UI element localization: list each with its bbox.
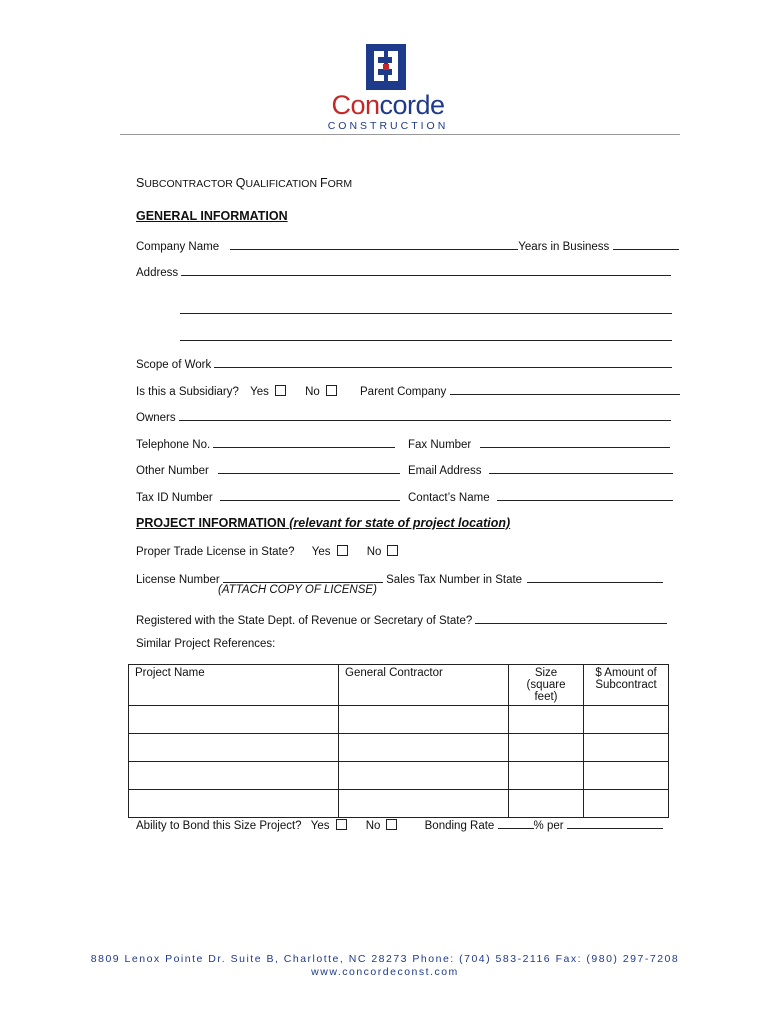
general-info-heading: GENERAL INFORMATION: [136, 209, 288, 223]
tax-id-field[interactable]: [220, 489, 400, 501]
company-name-field[interactable]: [230, 238, 518, 250]
table-cell[interactable]: [509, 790, 584, 818]
license-number-field[interactable]: [223, 571, 383, 583]
parent-company-label: Parent Company: [360, 386, 447, 398]
table-cell[interactable]: [584, 762, 669, 790]
bond-no-checkbox[interactable]: [386, 819, 397, 830]
subsidiary-yes-checkbox[interactable]: [275, 385, 286, 396]
table-cell[interactable]: [129, 706, 339, 734]
owners-row: [136, 409, 671, 424]
table-cell[interactable]: [584, 706, 669, 734]
table-cell[interactable]: [584, 790, 669, 818]
registered-field[interactable]: [475, 612, 667, 624]
form-title: SUBCONTRACTOR QUALIFICATION FORM: [136, 176, 353, 190]
bond-question-label: Ability to Bond this Size Project?: [136, 820, 302, 832]
registered-label: Registered with the State Dept. of Revenue or Secretary of State?: [136, 615, 473, 627]
email-label: Email Address: [408, 465, 482, 477]
table-cell[interactable]: [339, 790, 509, 818]
email-field[interactable]: [489, 462, 673, 474]
license-question-label: Proper Trade License in State?: [136, 546, 295, 558]
contact-field[interactable]: [497, 489, 673, 501]
concorde-emblem-icon: [366, 44, 406, 90]
footer-website[interactable]: www.concordeconst.com: [311, 966, 459, 978]
subsidiary-label: Is this a Subsidiary?: [136, 386, 239, 398]
address-field-2[interactable]: [180, 302, 672, 314]
address-row: [136, 264, 671, 279]
project-info-heading: PROJECT INFORMATION (relevant for state of project location): [136, 516, 511, 530]
years-in-business-label: Years in Business: [518, 241, 610, 253]
bond-row: [136, 817, 663, 832]
bond-yes-label: Yes: [310, 820, 330, 832]
bonding-per-field[interactable]: [567, 817, 663, 829]
table-cell[interactable]: [509, 762, 584, 790]
subsidiary-no-label: No: [305, 386, 320, 398]
attach-license-note: (ATTACH COPY OF LICENSE): [218, 584, 377, 596]
address-label: Address: [136, 267, 179, 279]
fax-label: Fax Number: [408, 439, 472, 451]
project-references-table: [128, 664, 669, 818]
table-cell[interactable]: [509, 734, 584, 762]
table-cell[interactable]: [129, 734, 339, 762]
owners-label: Owners: [136, 412, 176, 424]
sales-tax-field[interactable]: [527, 571, 663, 583]
license-number-label: License Number: [136, 574, 220, 586]
bond-no-label: No: [365, 820, 381, 832]
scope-field[interactable]: [214, 356, 672, 368]
license-no-label: No: [366, 546, 382, 558]
telephone-label: Telephone No.: [136, 439, 211, 451]
scope-row: [136, 356, 672, 371]
bond-yes-checkbox[interactable]: [336, 819, 347, 830]
tax-id-row: [136, 489, 400, 504]
company-logo: [322, 44, 454, 136]
percent-per-label: % per: [533, 820, 564, 832]
table-cell[interactable]: [129, 762, 339, 790]
address-field-1[interactable]: [181, 264, 671, 276]
general-contractor-header: General Contractor: [339, 665, 509, 706]
license-yes-label: Yes: [311, 546, 331, 558]
years-in-business-field[interactable]: [613, 238, 679, 250]
company-name-label: Company Name: [136, 241, 220, 253]
contact-label: Contact’s Name: [408, 492, 490, 504]
subsidiary-no-checkbox[interactable]: [326, 385, 337, 396]
header-divider: [120, 134, 680, 135]
table-header-row: [129, 665, 669, 706]
table-row: [129, 762, 669, 790]
size-header: Size (square feet): [509, 665, 584, 706]
table-cell[interactable]: [509, 706, 584, 734]
table-cell[interactable]: [339, 762, 509, 790]
bonding-rate-label: Bonding Rate: [424, 820, 495, 832]
company-name-row: [136, 238, 679, 253]
tax-id-label: Tax ID Number: [136, 492, 213, 504]
sales-tax-label: Sales Tax Number in State: [386, 574, 523, 586]
contact-row: [408, 489, 673, 504]
other-number-label: Other Number: [136, 465, 209, 477]
other-number-row: [136, 462, 400, 477]
table-cell[interactable]: [129, 790, 339, 818]
project-name-header: Project Name: [129, 665, 339, 706]
subsidiary-yes-label: Yes: [250, 386, 269, 398]
table-cell[interactable]: [339, 734, 509, 762]
brand-name: Concorde: [331, 90, 445, 120]
subsidiary-row: [136, 383, 680, 398]
license-question-row: [136, 545, 398, 558]
references-label: Similar Project References:: [136, 638, 276, 650]
brand-subtitle: CONSTRUCTION: [327, 120, 449, 132]
telephone-field[interactable]: [213, 436, 395, 448]
telephone-row: [136, 436, 395, 451]
license-no-checkbox[interactable]: [387, 545, 398, 556]
table-row: [129, 790, 669, 818]
other-number-field[interactable]: [218, 462, 400, 474]
table-row: [129, 706, 669, 734]
amount-header: $ Amount of Subcontract: [584, 665, 669, 706]
fax-field[interactable]: [480, 436, 670, 448]
owners-field[interactable]: [179, 409, 671, 421]
footer-address: 8809 Lenox Pointe Dr. Suite B, Charlotte, NC 28273 Phone: (704) 583-2116 Fax: (980) 297-7208: [90, 953, 680, 965]
bonding-rate-field[interactable]: [498, 817, 534, 829]
address-field-3[interactable]: [180, 329, 672, 341]
registered-row: [136, 612, 667, 627]
table-cell[interactable]: [584, 734, 669, 762]
scope-label: Scope of Work: [136, 359, 212, 371]
table-row: [129, 734, 669, 762]
parent-company-field[interactable]: [450, 383, 680, 395]
table-cell[interactable]: [339, 706, 509, 734]
license-yes-checkbox[interactable]: [337, 545, 348, 556]
license-number-row: [136, 571, 663, 586]
email-row: [408, 462, 673, 477]
fax-row: [408, 436, 670, 451]
